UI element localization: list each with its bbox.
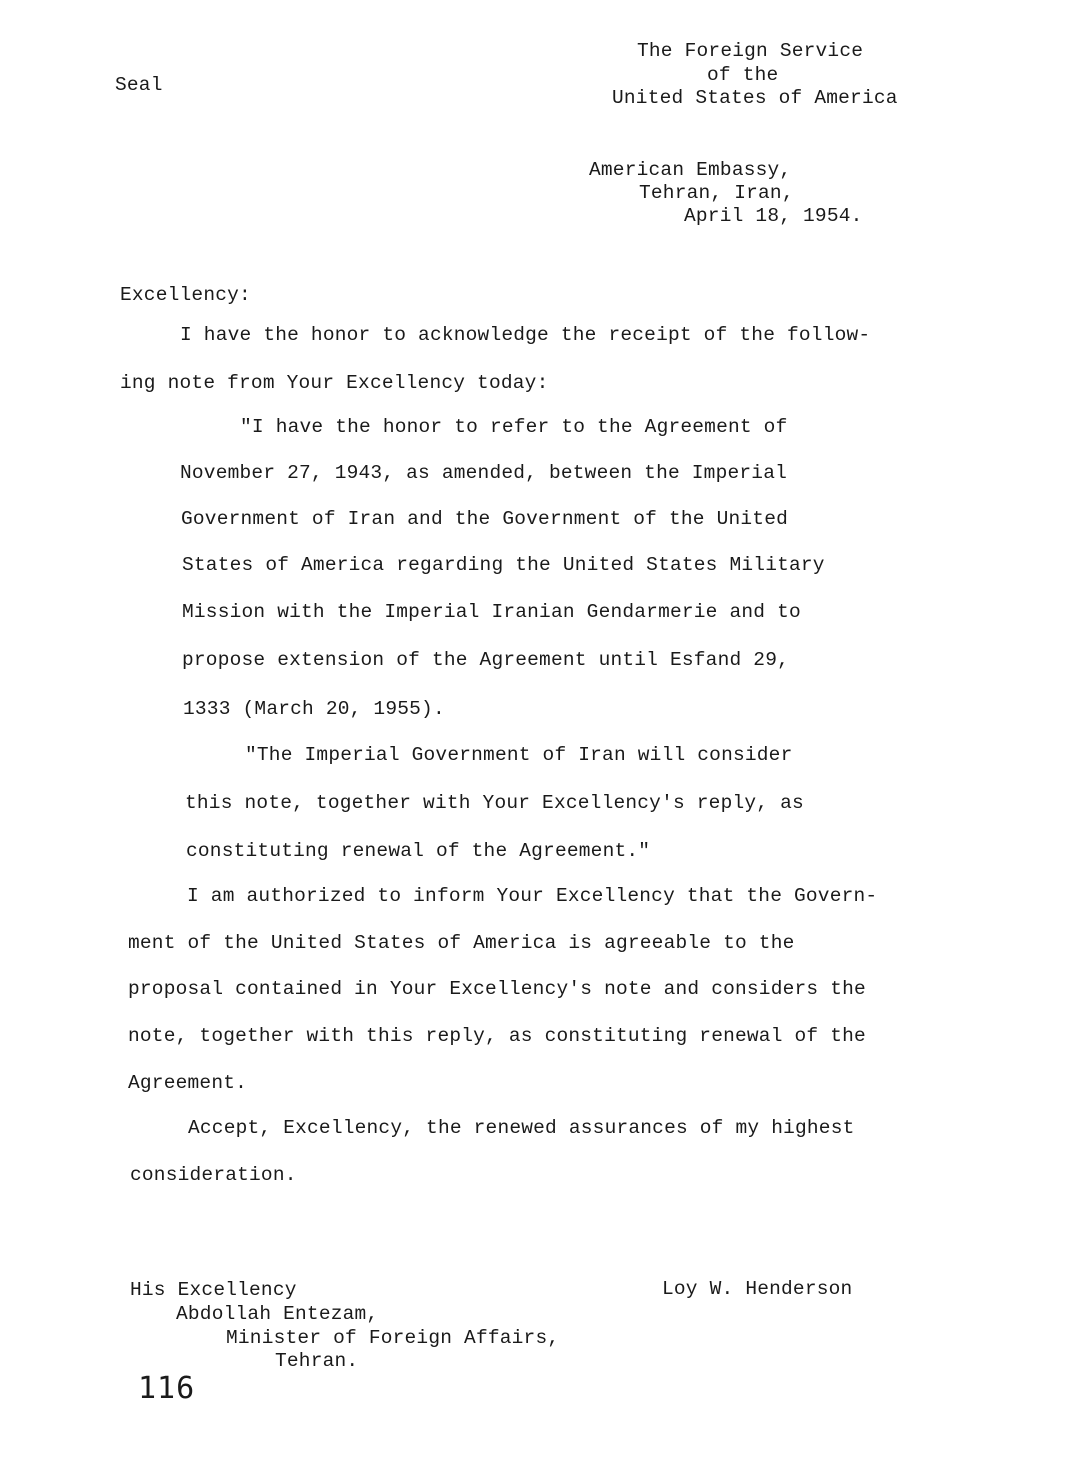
body-line: ment of the United States of America is agreeable to the: [128, 932, 795, 954]
letterhead-line: The Foreign Service: [637, 40, 864, 62]
quote-line: 1333 (March 20, 1955).: [183, 698, 445, 720]
quote-line: propose extension of the Agreement until Esfand 29,: [182, 649, 789, 671]
quote-line: November 27, 1943, as amended, between the Imperial: [180, 462, 787, 484]
page-number: 116: [138, 1371, 196, 1406]
seal-label: Seal: [115, 74, 163, 96]
body-line: I have the honor to acknowledge the receipt of the follow-: [180, 324, 871, 346]
letterhead-line: of the: [707, 64, 779, 86]
salutation: Excellency:: [120, 284, 251, 306]
quote-line: "The Imperial Government of Iran will consider: [245, 744, 793, 766]
body-line: Accept, Excellency, the renewed assurances of my highest: [188, 1117, 855, 1139]
addressee-line: Abdollah Entezam,: [176, 1303, 379, 1325]
body-line: I am authorized to inform Your Excellency that the Govern-: [187, 885, 878, 907]
quote-line: this note, together with Your Excellency's reply, as: [185, 792, 804, 814]
quote-line: Government of Iran and the Government of the United: [181, 508, 788, 530]
addressee-line: Tehran.: [275, 1350, 359, 1372]
signatory: Loy W. Henderson: [662, 1278, 853, 1300]
addressee-line: His Excellency: [130, 1279, 297, 1301]
quote-line: "I have the honor to refer to the Agreement of: [240, 416, 788, 438]
body-line: proposal contained in Your Excellency's note and considers the: [128, 978, 866, 1000]
location-line: Tehran, Iran,: [639, 182, 794, 204]
quote-line: Mission with the Imperial Iranian Gendarmerie and to: [182, 601, 801, 623]
body-line: note, together with this reply, as constituting renewal of the: [128, 1025, 866, 1047]
body-line: ing note from Your Excellency today:: [120, 372, 549, 394]
location-line: American Embassy,: [589, 159, 792, 181]
body-line: Agreement.: [128, 1072, 248, 1094]
addressee-line: Minister of Foreign Affairs,: [226, 1327, 560, 1349]
quote-line: constituting renewal of the Agreement.": [186, 840, 651, 862]
letter-date: April 18, 1954.: [684, 205, 863, 227]
letterhead-line: United States of America: [612, 87, 898, 109]
body-line: consideration.: [130, 1164, 297, 1186]
quote-line: States of America regarding the United States Military: [182, 554, 825, 576]
